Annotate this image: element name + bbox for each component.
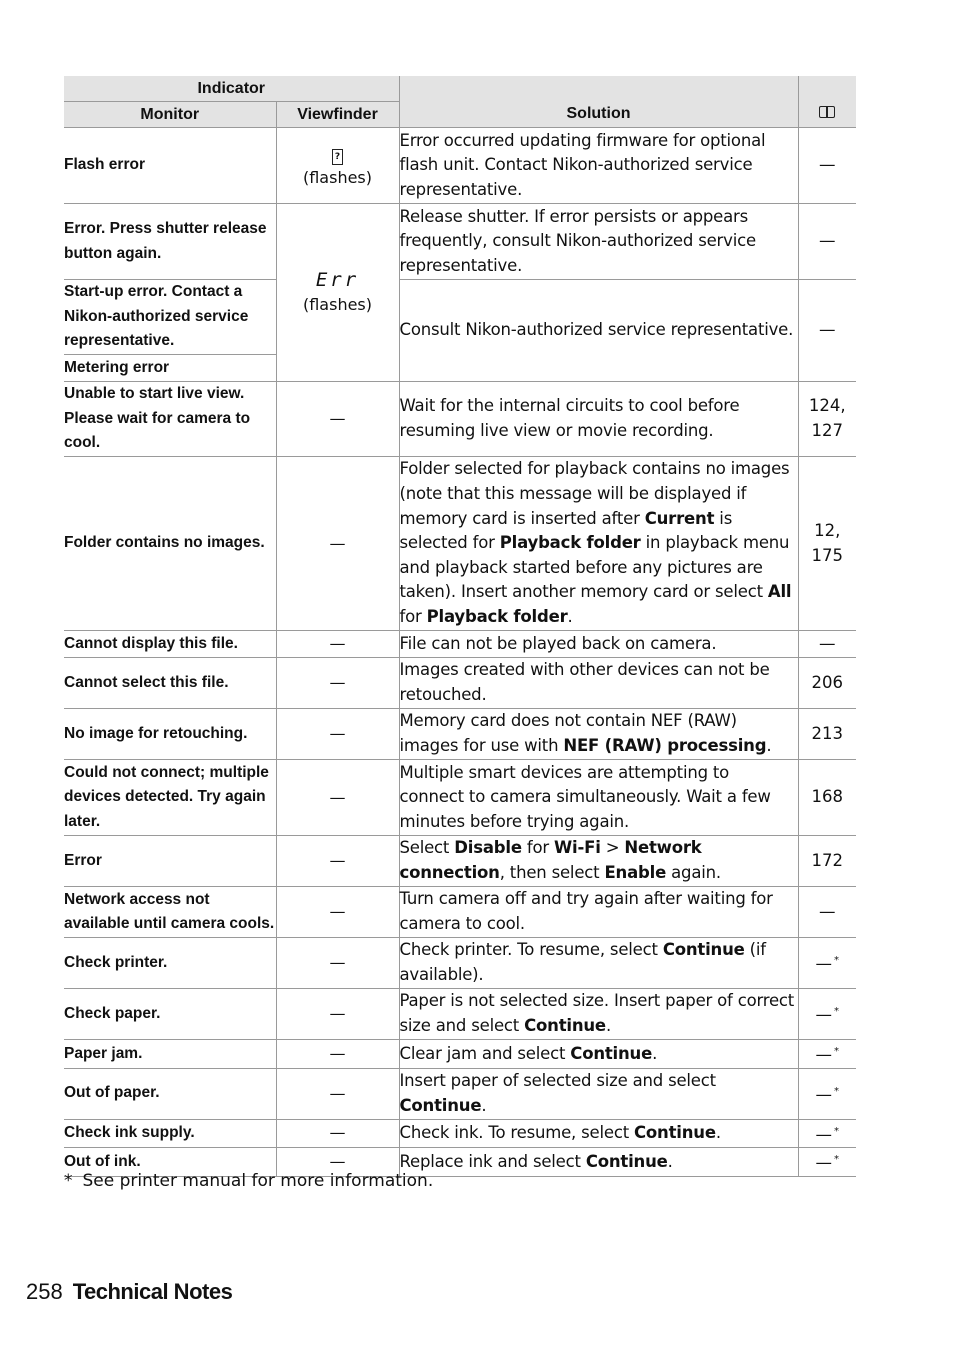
- solution-text: [399, 1119, 798, 1148]
- monitor-message: Start-up error. Contact a Nikon-authorized service representative.: [64, 280, 276, 355]
- solution-fragment: , then select: [499, 863, 605, 882]
- table-row: [64, 1040, 856, 1069]
- solution-fragment: for: [399, 606, 427, 626]
- page-ref-label: —: [815, 1124, 832, 1144]
- book-icon: [819, 106, 835, 117]
- solution-fragment: .: [481, 1095, 487, 1115]
- solution-text: [399, 938, 798, 989]
- menu-term: NEF (RAW) processing: [563, 736, 767, 755]
- menu-term: Continue: [585, 1151, 668, 1171]
- footnote-mark: *: [64, 1171, 73, 1191]
- page-ref: 213: [798, 709, 856, 760]
- section-title: Technical Notes: [72, 1279, 233, 1304]
- error-message-table: [64, 76, 856, 1177]
- page-ref-label: —: [815, 954, 832, 974]
- viewfinder-indicator: —: [276, 382, 399, 457]
- footnote-mark: *: [834, 955, 839, 967]
- solution-text: Error occurred updating firmware for optional flash unit. Contact Nikon-authorized service representative.: [399, 128, 798, 204]
- solution-fragment: .: [605, 1016, 611, 1035]
- menu-term: Disable: [454, 838, 522, 858]
- monitor-message: Error: [64, 836, 276, 887]
- viewfinder-indicator: —: [276, 760, 399, 836]
- monitor-message: Check ink supply.: [64, 1119, 276, 1148]
- solution-text: [399, 457, 798, 631]
- footnote-mark: *: [834, 1125, 839, 1137]
- monitor-message: Cannot display this file.: [64, 631, 276, 658]
- monitor-message: Error. Press shutter release button again.: [64, 204, 276, 280]
- monitor-message: Could not connect; multiple devices detected. Try again later.: [64, 760, 276, 836]
- table-row: [64, 280, 856, 355]
- menu-term: Continue: [399, 1095, 482, 1115]
- solution-fragment: Select: [399, 838, 455, 858]
- page-ref: [798, 1148, 856, 1177]
- viewfinder-header: Viewfinder: [276, 102, 399, 128]
- page-ref: [798, 938, 856, 989]
- page-ref: [798, 457, 856, 631]
- page-ref-label: 124, 127: [808, 396, 846, 440]
- table-row: [64, 631, 856, 658]
- solution-text: [399, 1148, 798, 1177]
- viewfinder-indicator: —: [276, 887, 399, 938]
- viewfinder-indicator: —: [276, 631, 399, 658]
- table-row: [64, 938, 856, 989]
- flashes-label: (flashes): [302, 295, 373, 314]
- monitor-message: Folder contains no images.: [64, 457, 276, 631]
- monitor-message: Paper jam.: [64, 1040, 276, 1069]
- page-ref-label: —: [815, 1005, 832, 1025]
- err-display-icon: Err: [315, 269, 360, 291]
- page-ref: —: [798, 204, 856, 280]
- footnote-mark: *: [834, 1085, 839, 1097]
- viewfinder-indicator: —: [276, 1040, 399, 1069]
- solution-fragment: .: [652, 1043, 658, 1063]
- solution-text: File can not be played back on camera.: [399, 631, 798, 658]
- page-ref: [798, 1119, 856, 1148]
- footnote-mark: *: [834, 1046, 839, 1057]
- monitor-message: Cannot select this file.: [64, 658, 276, 709]
- page-ref: [798, 382, 856, 457]
- solution-fragment: Replace ink and select: [399, 1151, 586, 1171]
- menu-term: Playback folder: [499, 533, 641, 553]
- solution-text: [399, 1068, 798, 1119]
- page-ref: 206: [798, 658, 856, 709]
- footnote-mark: *: [834, 1154, 839, 1166]
- solution-fragment: Paper is not selected size. Insert paper of correct size and select: [399, 991, 795, 1035]
- table-row: [64, 989, 856, 1040]
- flashes-label: (flashes): [302, 167, 373, 187]
- table-row: [64, 709, 856, 760]
- solution-fragment: Clear jam and select: [399, 1043, 571, 1063]
- solution-fragment: Insert paper of selected size and select: [399, 1071, 716, 1090]
- solution-fragment: Memory card does not contain NEF (RAW) images for use with: [399, 711, 737, 755]
- solution-text: Release shutter. If error persists or appears frequently, consult Nikon-authorized service representative.: [399, 204, 798, 280]
- viewfinder-indicator: —: [276, 938, 399, 989]
- menu-term: Enable: [604, 863, 667, 882]
- solution-text: Images created with other devices can not be retouched.: [399, 658, 798, 709]
- solution-fragment: .: [667, 1151, 673, 1171]
- viewfinder-indicator: [276, 204, 399, 382]
- table-row: [64, 1119, 856, 1148]
- page-ref: 172: [798, 836, 856, 887]
- monitor-message: Out of paper.: [64, 1068, 276, 1119]
- viewfinder-indicator: —: [276, 1068, 399, 1119]
- monitor-message: Unable to start live view. Please wait for camera to cool.: [64, 382, 276, 457]
- monitor-message: No image for retouching.: [64, 709, 276, 760]
- table-row: [64, 887, 856, 938]
- monitor-message: Check printer.: [64, 938, 276, 989]
- footnote-mark: *: [834, 1006, 839, 1018]
- header-row-top: [64, 76, 856, 102]
- solution-fragment: .: [766, 736, 772, 755]
- flash-warning-icon: ?: [332, 149, 343, 165]
- viewfinder-indicator: —: [276, 1119, 399, 1148]
- page-ref: [798, 1040, 856, 1069]
- table-row: [64, 382, 856, 457]
- page-ref-label: —: [815, 1045, 832, 1064]
- solution-fragment: >: [600, 838, 625, 858]
- table-row: [64, 457, 856, 631]
- solution-fragment: Check printer. To resume, select: [399, 940, 663, 960]
- footnote-text: See printer manual for more information.: [82, 1171, 434, 1191]
- viewfinder-indicator: —: [276, 1148, 399, 1177]
- table-row: [64, 658, 856, 709]
- solution-fragment: in playback menu and playback started before any pictures are taken). Insert another memory card or select: [399, 533, 790, 602]
- menu-term: Network connection: [399, 838, 702, 882]
- indicator-header: Indicator: [64, 76, 399, 102]
- page-footer: [26, 1279, 232, 1305]
- table-row: [64, 128, 856, 204]
- monitor-message: Flash error: [64, 128, 276, 204]
- solution-text: Wait for the internal circuits to cool before resuming live view or movie recording.: [399, 382, 798, 457]
- page-ref-header: [798, 76, 856, 128]
- monitor-message: Check paper.: [64, 989, 276, 1040]
- solution-fragment: is selected for: [399, 508, 733, 553]
- page-ref: [798, 989, 856, 1040]
- footnote: [64, 1171, 433, 1191]
- page-ref-label: —: [815, 1153, 832, 1173]
- solution-text: [399, 709, 798, 760]
- solution-fragment: for: [521, 838, 555, 858]
- page-ref: —: [798, 887, 856, 938]
- page-ref: —: [798, 631, 856, 658]
- monitor-message: Out of ink.: [64, 1148, 276, 1177]
- menu-term: All: [767, 582, 792, 602]
- menu-term: Continue: [662, 940, 745, 960]
- viewfinder-indicator: —: [276, 989, 399, 1040]
- page-ref: [798, 1068, 856, 1119]
- viewfinder-indicator: [276, 128, 399, 204]
- monitor-message: Metering error: [64, 355, 276, 382]
- solution-text: Consult Nikon-authorized service representative.: [399, 280, 798, 382]
- menu-term: Wi-Fi: [554, 838, 601, 858]
- solution-header: [399, 76, 798, 128]
- table-row: [64, 760, 856, 836]
- menu-term: Continue: [570, 1043, 653, 1063]
- viewfinder-indicator: —: [276, 836, 399, 887]
- solution-fragment: Folder selected for playback contains no images (note that this message will be displayed if memory card is inserted after: [399, 459, 790, 528]
- solution-fragment: .: [567, 606, 573, 626]
- solution-text: Turn camera off and try again after waiting for camera to cool.: [399, 887, 798, 938]
- table-row: [64, 836, 856, 887]
- solution-fragment: Check ink. To resume, select: [399, 1123, 635, 1143]
- table-row: [64, 1068, 856, 1119]
- page-number: 258: [26, 1279, 63, 1304]
- page-ref: 168: [798, 760, 856, 836]
- monitor-message: Network access not available until camera cools.: [64, 887, 276, 938]
- solution-text: [399, 836, 798, 887]
- page-ref-label: 12, 175: [811, 520, 843, 565]
- viewfinder-indicator: —: [276, 658, 399, 709]
- solution-fragment: .: [715, 1123, 721, 1143]
- solution-fragment: (if available).: [399, 940, 766, 984]
- monitor-header: Monitor: [64, 102, 276, 128]
- page-ref: —: [798, 128, 856, 204]
- menu-term: Current: [644, 508, 715, 528]
- solution-text: [399, 1040, 798, 1069]
- page-ref-label: —: [815, 1084, 832, 1104]
- solution-fragment: again.: [666, 863, 721, 882]
- viewfinder-indicator: —: [276, 457, 399, 631]
- page-ref: —: [798, 280, 856, 382]
- solution-header-label: Solution: [566, 105, 631, 122]
- menu-term: Continue: [634, 1123, 716, 1143]
- menu-term: Continue: [524, 1016, 606, 1035]
- solution-text: [399, 989, 798, 1040]
- menu-term: Playback folder: [426, 606, 568, 626]
- viewfinder-indicator: —: [276, 709, 399, 760]
- table-row: [64, 204, 856, 280]
- solution-text: Multiple smart devices are attempting to connect to camera simultaneously. Wait a few minutes before trying again.: [399, 760, 798, 836]
